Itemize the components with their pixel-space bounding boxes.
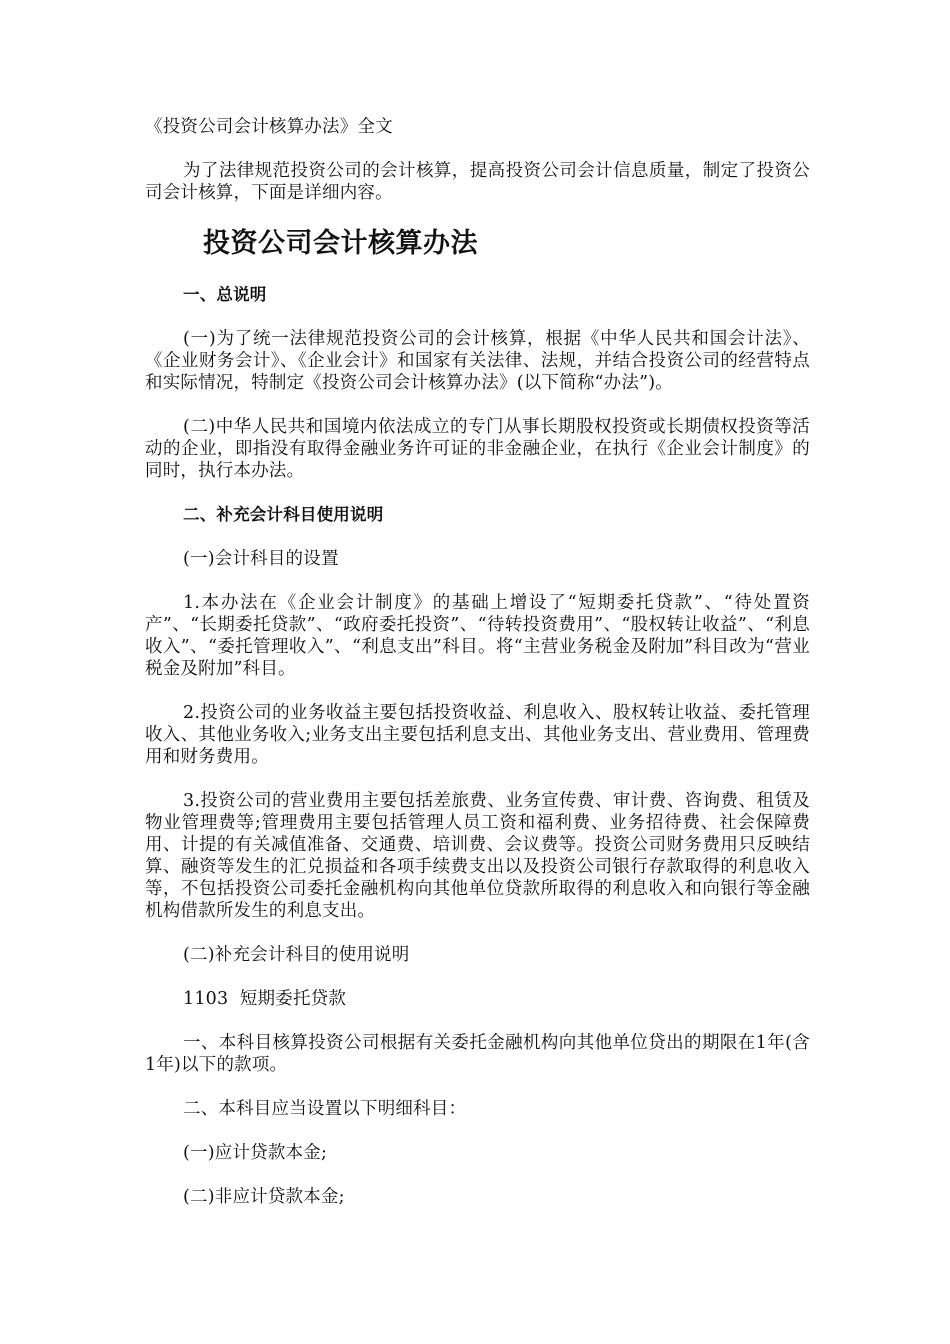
subsection-heading-1: (一)会计科目的设置 (183, 549, 339, 569)
general-paragraph-2: (二)中华人民共和国境内依法成立的专门从事长期股权投资或长期债权投资等活动的企业，即指没有取得金融业务许可证的非金融企业，在执行《企业会计制度》的同时，执行本办法。 (145, 417, 810, 481)
account-heading: 1103 短期委托贷款 (183, 989, 347, 1009)
document-page (145, 116, 810, 1230)
section-heading-general: 一、总说明 (183, 285, 267, 304)
intro-paragraph: 为了法律规范投资公司的会计核算，提高投资公司会计信息质量，制定了投资公司会计核算，下面是详细内容。 (145, 161, 810, 203)
supplement-item-3: 3.投资公司的营业费用主要包括差旅费、业务宣传费、审计费、咨询费、租赁及物业管理费等;管理费用主要包括管理人员工资和福利费、业务招待费、社会保障费用、计提的有关减值准备、交通费、培训费、会议费等。投资公司财务费用只反映结算、融资等发生的汇兑损益和各项手续费支出以及投资公司银行存款取得的利息收入等，不包括投资公司委托金融机构向其他单位贷款所取得的利息收入和向银行等金融机构借款所发生的利息支出。 (145, 791, 810, 921)
account-item-2: (二)非应计贷款本金; (183, 1187, 345, 1207)
account-paragraph-2: 二、本科目应当设置以下明细科目： (183, 1099, 467, 1119)
section-heading-supplement: 二、补充会计科目使用说明 (183, 505, 384, 524)
general-paragraph-1: (一)为了统一法律规范投资公司的会计核算，根据《中华人民共和国会计法》、《企业财务会计》、《企业会计》和国家有关法律、法规，并结合投资公司的经营特点和实际情况，特制定《投资公司会计核算办法》(以下简称“办法”)。 (145, 329, 810, 393)
supplement-item-1: 1.本办法在《企业会计制度》的基础上增设了“短期委托贷款”、“待处置资产”、“长期委托贷款”、“政府委托投资”、“待转投资费用”、“股权转让收益”、“利息收入”、“委托管理收入”、“利息支出”科目。将“主营业务税金及附加”科目改为“营业税金及附加”科目。 (145, 593, 810, 679)
account-paragraph-1: 一、本科目核算投资公司根据有关委托金融机构向其他单位贷出的期限在1年(含1年)以下的款项。 (145, 1033, 810, 1075)
subsection-heading-2: (二)补充会计科目的使用说明 (183, 945, 410, 965)
document-header-line: 《投资公司会计核算办法》全文 (145, 117, 393, 137)
account-item-1: (一)应计贷款本金; (183, 1143, 328, 1163)
document-title: 投资公司会计核算办法 (203, 228, 478, 259)
supplement-item-2: 2.投资公司的业务收益主要包括投资收益、利息收入、股权转让收益、委托管理收入、其他业务收入;业务支出主要包括利息支出、其他业务支出、营业费用、管理费用和财务费用。 (145, 703, 810, 767)
